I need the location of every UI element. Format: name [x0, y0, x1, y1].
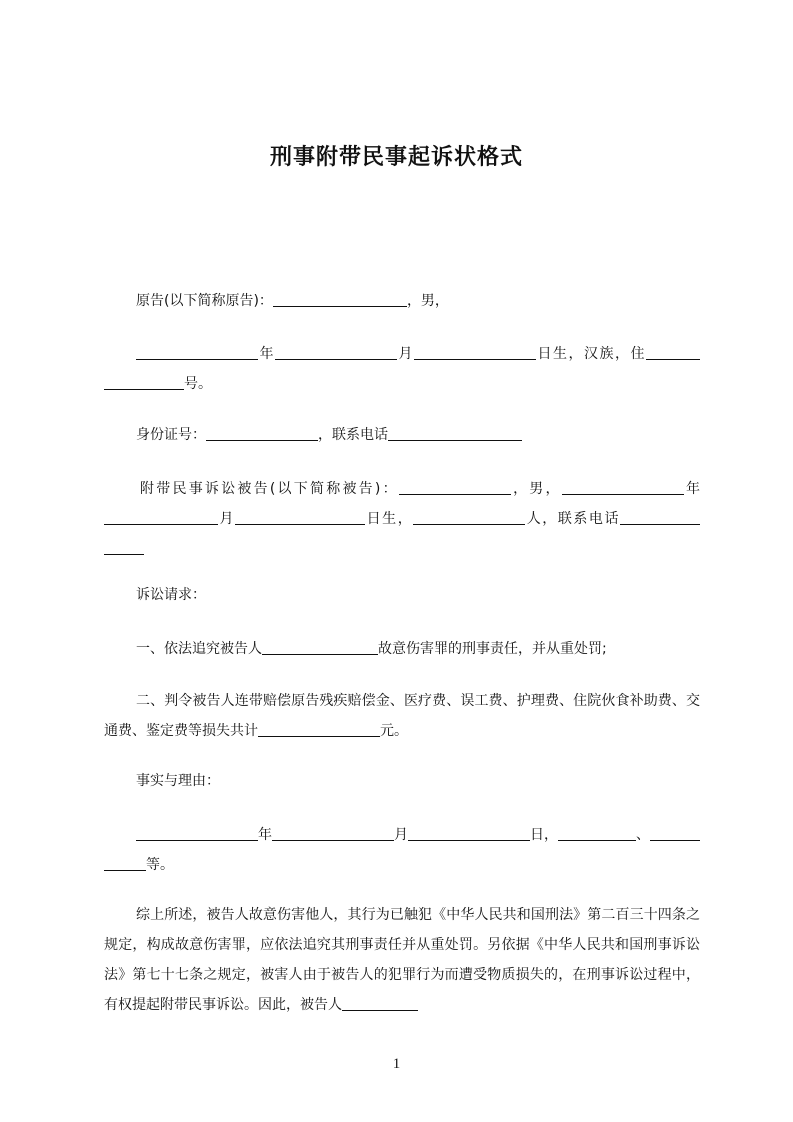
- id-paragraph: [104, 420, 700, 450]
- facts-item-blank-a: [558, 824, 636, 841]
- plaintiff-label: 原告(以下简称原告)：: [136, 293, 273, 309]
- defendant-year-label: 年: [683, 481, 700, 497]
- facts-item-blank-c: [104, 854, 146, 871]
- birth-day-label: 日生，汉族，住: [536, 346, 646, 362]
- defendant-label: 附带民事诉讼被告(以下简称被告)：: [140, 481, 399, 497]
- claim-2-amount-blank: [258, 720, 380, 737]
- birth-year-label: 年: [258, 346, 275, 362]
- address-blank-a: [646, 343, 700, 360]
- facts-day-label: 日，: [530, 827, 558, 843]
- plaintiff-birth-paragraph: [104, 339, 700, 399]
- facts-item-blank-b: [650, 824, 700, 841]
- birth-year-blank: [136, 343, 258, 360]
- summary-text: 综上所述，被告人故意伤害他人，其行为已触犯《中华人民共和国刑法》第二百三十四条之规定，构成故意伤害罪，应依法追究其刑事责任并从重处罚。另依据《中华人民共和国刑事诉讼法》第七十七条之规定，被害人由于被告人的犯罪行为而遭受物质损失的，在刑事诉讼过程中，有权提起附带民事诉讼。因此，被告人: [104, 907, 700, 1013]
- claim-2: [104, 686, 700, 746]
- birth-month-blank: [275, 343, 397, 360]
- claims-heading: 诉讼请求：: [136, 587, 206, 603]
- facts-heading: 事实与理由：: [136, 773, 220, 789]
- id-label: 身份证号：: [136, 427, 206, 443]
- facts-sep: 、: [636, 827, 650, 843]
- address-end: 号。: [184, 376, 212, 392]
- defendant-month-blank: [104, 508, 218, 525]
- defendant-phone-label: 人，联系电话: [525, 511, 621, 527]
- claim-1: [104, 634, 700, 664]
- defendant-phone-blank-a: [620, 508, 700, 525]
- defendant-male: ，男，: [510, 481, 562, 497]
- phone-blank: [388, 424, 522, 441]
- claim-1-text-a: 一、依法追究被告人: [136, 641, 262, 657]
- facts-paragraph: [104, 820, 700, 880]
- claim-1-text-b: 故意伤害罪的刑事责任，并从重处罚;: [378, 641, 607, 657]
- defendant-paragraph: [104, 474, 700, 564]
- summary-defendant-blank: [342, 994, 418, 1011]
- claim-2-text-a: 二、判令被告人连带赔偿原告残疾赔偿金、医疗费、误工费、护理费、住院伙食补助费、交通费、鉴定费等损失共计: [104, 693, 700, 739]
- facts-year-blank: [136, 824, 258, 841]
- page-number: 1: [392, 1056, 401, 1072]
- facts-month-blank: [272, 824, 394, 841]
- facts-month-label: 月: [394, 827, 408, 843]
- defendant-day-blank: [235, 508, 365, 525]
- defendant-phone-blank-b: [104, 538, 144, 555]
- defendant-month-label: 月: [218, 511, 236, 527]
- id-number-blank: [206, 424, 318, 441]
- address-blank-b: [104, 373, 184, 390]
- defendant-name-blank: [399, 478, 511, 495]
- claim-1-defendant-blank: [262, 638, 378, 655]
- facts-end: 等。: [146, 857, 174, 873]
- summary-paragraph: [104, 900, 700, 1020]
- birth-month-label: 月: [397, 346, 414, 362]
- defendant-origin-blank: [413, 508, 525, 525]
- plaintiff-sep: ，男，: [406, 293, 449, 309]
- phone-label: ，联系电话: [318, 427, 388, 443]
- defendant-day-label: 日生，: [365, 511, 414, 527]
- document-title: 刑事附带民事起诉状格式: [269, 145, 523, 170]
- facts-year-label: 年: [258, 827, 272, 843]
- plaintiff-name-blank: [273, 290, 407, 307]
- claim-2-text-b: 元。: [380, 723, 408, 739]
- facts-day-blank: [408, 824, 530, 841]
- defendant-year-blank: [562, 478, 684, 495]
- birth-day-blank: [414, 343, 536, 360]
- plaintiff-paragraph: [104, 286, 700, 316]
